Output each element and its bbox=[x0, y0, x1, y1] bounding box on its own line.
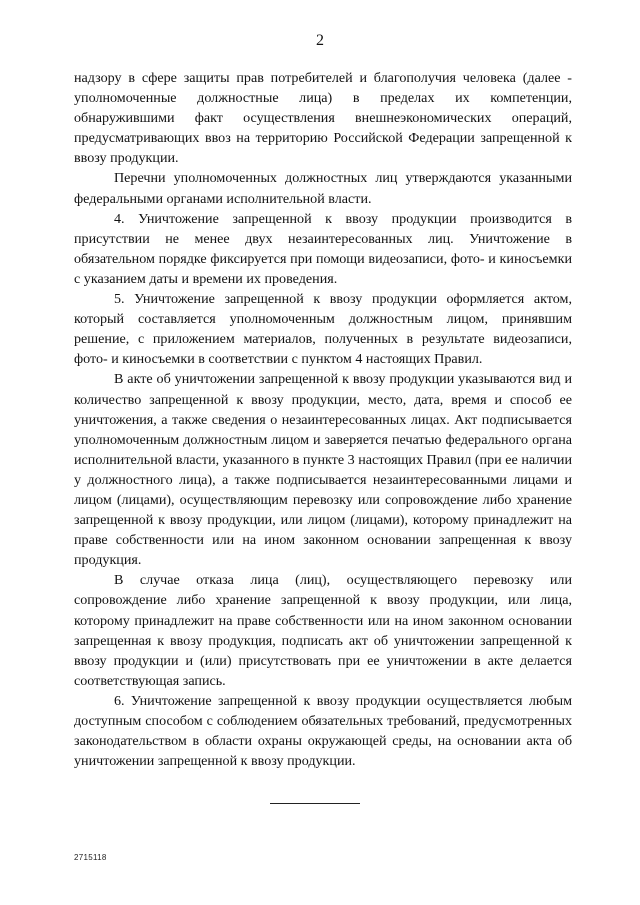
page-number: 2 bbox=[316, 32, 324, 49]
end-separator-line bbox=[270, 803, 360, 804]
paragraph-item-5: 5. Уничтожение запрещенной к ввозу продукции оформляется актом, который составляется уполномоченным должностным лицом, принявшим решение, с приложением материалов, полученных в результате видеозаписи, фото- и киносъемки в соответствии с пунктом 4 настоящих Правил. bbox=[74, 291, 572, 368]
paragraph-refusal: В случае отказа лица (лиц), осуществляющего перевозку или сопровождение либо хранение запрещенной к ввозу продукции, или лица, которому принадлежит на праве собственности или на ином законном основании запрещенная к ввозу продукция, подписать акт об уничтожении запрещенной к ввозу продукции и (или) присутствовать при ее уничтожении в акте делается соответствующая запись. bbox=[74, 572, 572, 689]
paragraph-official-lists: Перечни уполномоченных должностных лиц утверждаются указанными федеральными органами исполнительной власти. bbox=[74, 170, 572, 207]
paragraph-act-contents: В акте об уничтожении запрещенной к ввозу продукции указываются вид и количество запрещенной к ввозу продукции, место, дата, время и способ ее уничтожения, а также сведения о незаинтересованных лицах. Акт подписывается уполномоченным должностным лицом и заверяется печатью федерального органа исполнительной власти, указанного в пункте 3 настоящих Правил (при ее наличии у должностного лица), а также подписывается незаинтересованными лицами и лицом (лицами), осуществляющим перевозку или сопровождение либо хранение запрещенной к ввозу продукции, или лицом (лицами), которому принадлежит на праве собственности или на ином законном основании запрещенная к ввозу продукция. bbox=[74, 371, 572, 569]
document-body bbox=[74, 68, 572, 771]
paragraph-item-6: 6. Уничтожение запрещенной к ввозу продукции осуществляется любым доступным способом с соблюдением обязательных требований, предусмотренных законодательством в области охраны окружающей среды, на основании акта об уничтожении запрещенной к ввозу продукции. bbox=[74, 692, 572, 770]
document-code: 2715118 bbox=[74, 853, 107, 862]
paragraph-item-4: 4. Уничтожение запрещенной к ввозу продукции производится в присутствии не менее двух незаинтересованных лиц. Уничтожение в обязательном порядке фиксируется при помощи видеозаписи, фото- и киносъемки с указанием даты и времени их проведения. bbox=[74, 210, 572, 287]
paragraph-continuation: надзору в сфере защиты прав потребителей и благополучия человека (далее - уполномоченные должностные лица) в пределах их компетенции, обнаружившими факт осуществления внешнеэкономических операций, предусматривающих ввоз на территорию Российской Федерации запрещенной к ввозу продукции. bbox=[74, 70, 572, 167]
